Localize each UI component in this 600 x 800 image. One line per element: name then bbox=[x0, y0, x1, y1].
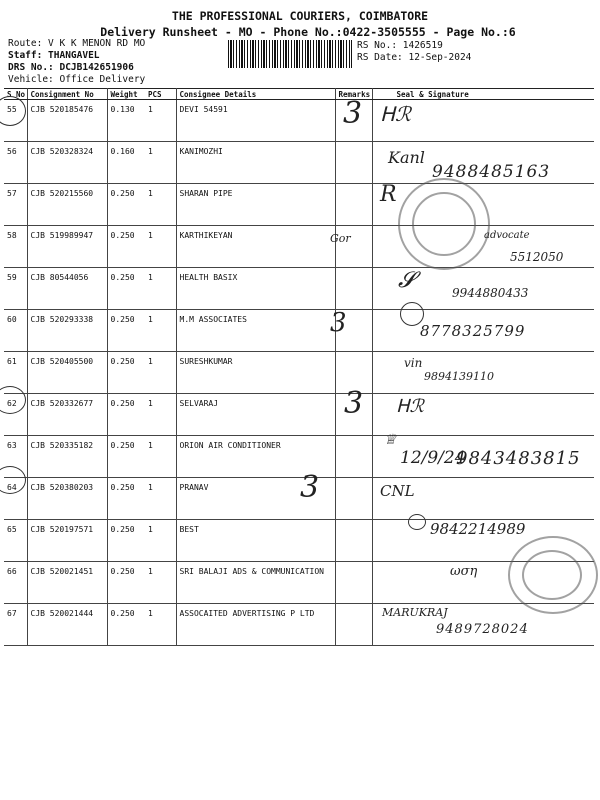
cell-consignee: DEVI 54591 bbox=[176, 100, 335, 142]
cell-consignment: CJB 520197571 bbox=[27, 520, 107, 562]
cell-consignment: CJB 520215560 bbox=[27, 184, 107, 226]
cell-consignment: CJB 520405500 bbox=[27, 352, 107, 394]
cell-pcs: 1 bbox=[145, 604, 176, 646]
cell-sno: 61 bbox=[4, 352, 27, 394]
table-row bbox=[4, 394, 594, 436]
handwritten-phone: 8778325799 bbox=[420, 322, 526, 340]
cell-sno: 67 bbox=[4, 604, 27, 646]
cell-weight: 0.250 bbox=[107, 394, 145, 436]
signature: ᕼℛ bbox=[396, 396, 424, 417]
cell-consignee: ORION AIR CONDITIONER bbox=[176, 436, 335, 478]
cell-consignee: SURESHKUMAR bbox=[176, 352, 335, 394]
signature: vin bbox=[404, 356, 423, 370]
signature: ωση bbox=[450, 564, 478, 579]
cell-consignment: CJB 520021444 bbox=[27, 604, 107, 646]
cell-weight: 0.250 bbox=[107, 184, 145, 226]
handwritten-note: advocate bbox=[484, 230, 530, 241]
runsheet-title: THE PROFESSIONAL COURIERS, COIMBATORE bbox=[171, 9, 429, 23]
runsheet-subtitle: Delivery Runsheet - MO - Phone No.:0422-3505555 - Page No.:6 bbox=[100, 25, 516, 39]
table-row bbox=[4, 352, 594, 394]
cell-weight: 0.250 bbox=[107, 310, 145, 352]
cell-remarks bbox=[335, 604, 372, 646]
cell-consignee: HEALTH BASIX bbox=[176, 268, 335, 310]
col-sno: S No bbox=[4, 89, 27, 100]
cell-remarks bbox=[335, 436, 372, 478]
cell-sno: 64 bbox=[4, 478, 27, 520]
cell-pcs: 1 bbox=[145, 352, 176, 394]
col-consignee: Consignee Details bbox=[176, 89, 335, 100]
company-seal-inner bbox=[412, 192, 476, 256]
remark-tick: 3 bbox=[344, 386, 364, 421]
handwritten-phone: 9944880433 bbox=[452, 286, 529, 300]
col-weight: Weight bbox=[107, 89, 145, 100]
cell-pcs: 1 bbox=[145, 226, 176, 268]
table-row bbox=[4, 184, 594, 226]
cell-pcs: 1 bbox=[145, 268, 176, 310]
cell-weight: 0.160 bbox=[107, 142, 145, 184]
cell-weight: 0.250 bbox=[107, 268, 145, 310]
table-header-row bbox=[4, 89, 594, 100]
cell-sno: 55 bbox=[4, 100, 27, 142]
cell-consignment: CJB 520185476 bbox=[27, 100, 107, 142]
col-consignment: Consignment No bbox=[27, 89, 107, 100]
cell-pcs: 1 bbox=[145, 184, 176, 226]
cell-consignment: CJB 520380203 bbox=[27, 478, 107, 520]
handwritten-number: 5512050 bbox=[510, 250, 564, 264]
cell-consignment: CJB 520293338 bbox=[27, 310, 107, 352]
cell-sno: 56 bbox=[4, 142, 27, 184]
cell-weight: 0.130 bbox=[107, 100, 145, 142]
cell-remarks bbox=[335, 142, 372, 184]
signature: 𝓢 bbox=[398, 268, 416, 293]
table-row bbox=[4, 100, 594, 142]
remark-tick: 3 bbox=[330, 308, 347, 338]
cell-pcs: 1 bbox=[145, 562, 176, 604]
cell-consignee: KARTHIKEYAN bbox=[176, 226, 335, 268]
signature: Kanl bbox=[388, 148, 425, 167]
cell-remarks bbox=[335, 562, 372, 604]
company-seal-inner bbox=[522, 550, 582, 600]
cell-consignment: CJB 520335182 bbox=[27, 436, 107, 478]
table-row bbox=[4, 562, 594, 604]
signature: Gor bbox=[330, 232, 351, 245]
cell-pcs: 1 bbox=[145, 310, 176, 352]
col-seal: Seal & Signature bbox=[372, 89, 594, 100]
cell-sno: 65 bbox=[4, 520, 27, 562]
col-remarks: Remarks bbox=[335, 89, 372, 100]
cell-pcs: 1 bbox=[145, 520, 176, 562]
remark-tick: 3 bbox=[300, 470, 320, 505]
cell-consignment: CJB 520021451 bbox=[27, 562, 107, 604]
cell-weight: 0.250 bbox=[107, 478, 145, 520]
cell-remarks bbox=[335, 184, 372, 226]
rs-date: RS Date: 12-Sep-2024 bbox=[357, 52, 472, 63]
handwritten-phone: 9842214989 bbox=[430, 520, 526, 538]
route-label: Route: V K K MENON RD MO bbox=[8, 38, 146, 49]
cell-consignment: CJB 520332677 bbox=[27, 394, 107, 436]
handwritten-phone: 9894139110 bbox=[424, 370, 494, 383]
cell-pcs: 1 bbox=[145, 478, 176, 520]
cell-consignee: KANIMOZHI bbox=[176, 142, 335, 184]
cell-consignee: PRANAV bbox=[176, 478, 335, 520]
cell-sno: 62 bbox=[4, 394, 27, 436]
vehicle-label: Vehicle: Office Delivery bbox=[8, 74, 146, 85]
cell-weight: 0.250 bbox=[107, 520, 145, 562]
cell-sno: 59 bbox=[4, 268, 27, 310]
cell-consignee: BEST bbox=[176, 520, 335, 562]
signature: CNL bbox=[380, 482, 415, 500]
signature bbox=[408, 514, 426, 530]
table-row bbox=[4, 478, 594, 520]
cell-weight: 0.250 bbox=[107, 352, 145, 394]
cell-consignee: SELVARAJ bbox=[176, 394, 335, 436]
cell-weight: 0.250 bbox=[107, 436, 145, 478]
cell-remarks bbox=[335, 268, 372, 310]
cell-sno: 66 bbox=[4, 562, 27, 604]
col-pcs: PCS bbox=[145, 89, 176, 100]
cell-consignment: CJB 519989947 bbox=[27, 226, 107, 268]
remark-tick: 3 bbox=[343, 96, 363, 131]
cell-pcs: 1 bbox=[145, 436, 176, 478]
signature: R bbox=[380, 182, 397, 207]
cell-consignee: M.M ASSOCIATES bbox=[176, 310, 335, 352]
cell-consignment: CJB 80544056 bbox=[27, 268, 107, 310]
cell-weight: 0.250 bbox=[107, 604, 145, 646]
drs-number: DRS No.: DCJB142651906 bbox=[8, 62, 134, 73]
barcode bbox=[228, 40, 352, 68]
handwritten-phone: 9488485163 bbox=[432, 162, 551, 182]
cell-pcs: 1 bbox=[145, 394, 176, 436]
cell-consignee: ASSOCAITED ADVERTISING P LTD bbox=[176, 604, 335, 646]
signature: ᕼℛ bbox=[380, 102, 411, 126]
cell-consignment: CJB 520328324 bbox=[27, 142, 107, 184]
handwritten-phone: 9489728024 bbox=[436, 622, 529, 637]
handwritten-phone: 9843483815 bbox=[456, 448, 581, 469]
rs-number: RS No.: 1426519 bbox=[357, 40, 443, 51]
cell-sno: 57 bbox=[4, 184, 27, 226]
cell-pcs: 1 bbox=[145, 100, 176, 142]
cell-sno: 60 bbox=[4, 310, 27, 352]
signature: ♕ bbox=[384, 432, 397, 448]
cell-consignee: SRI BALAJI ADS & COMMUNICATION bbox=[176, 562, 335, 604]
cell-remarks bbox=[335, 478, 372, 520]
cell-weight: 0.250 bbox=[107, 226, 145, 268]
cell-sno: 63 bbox=[4, 436, 27, 478]
staff-label: Staff: THANGAVEL bbox=[8, 50, 100, 61]
cell-pcs: 1 bbox=[145, 142, 176, 184]
cell-weight: 0.250 bbox=[107, 562, 145, 604]
cell-sno: 58 bbox=[4, 226, 27, 268]
handwritten-name: MARUKRAJ bbox=[382, 606, 448, 619]
cell-consignee: SHARAN PIPE bbox=[176, 184, 335, 226]
handwritten-date: 12/9/24 bbox=[400, 448, 466, 468]
cell-remarks bbox=[335, 520, 372, 562]
